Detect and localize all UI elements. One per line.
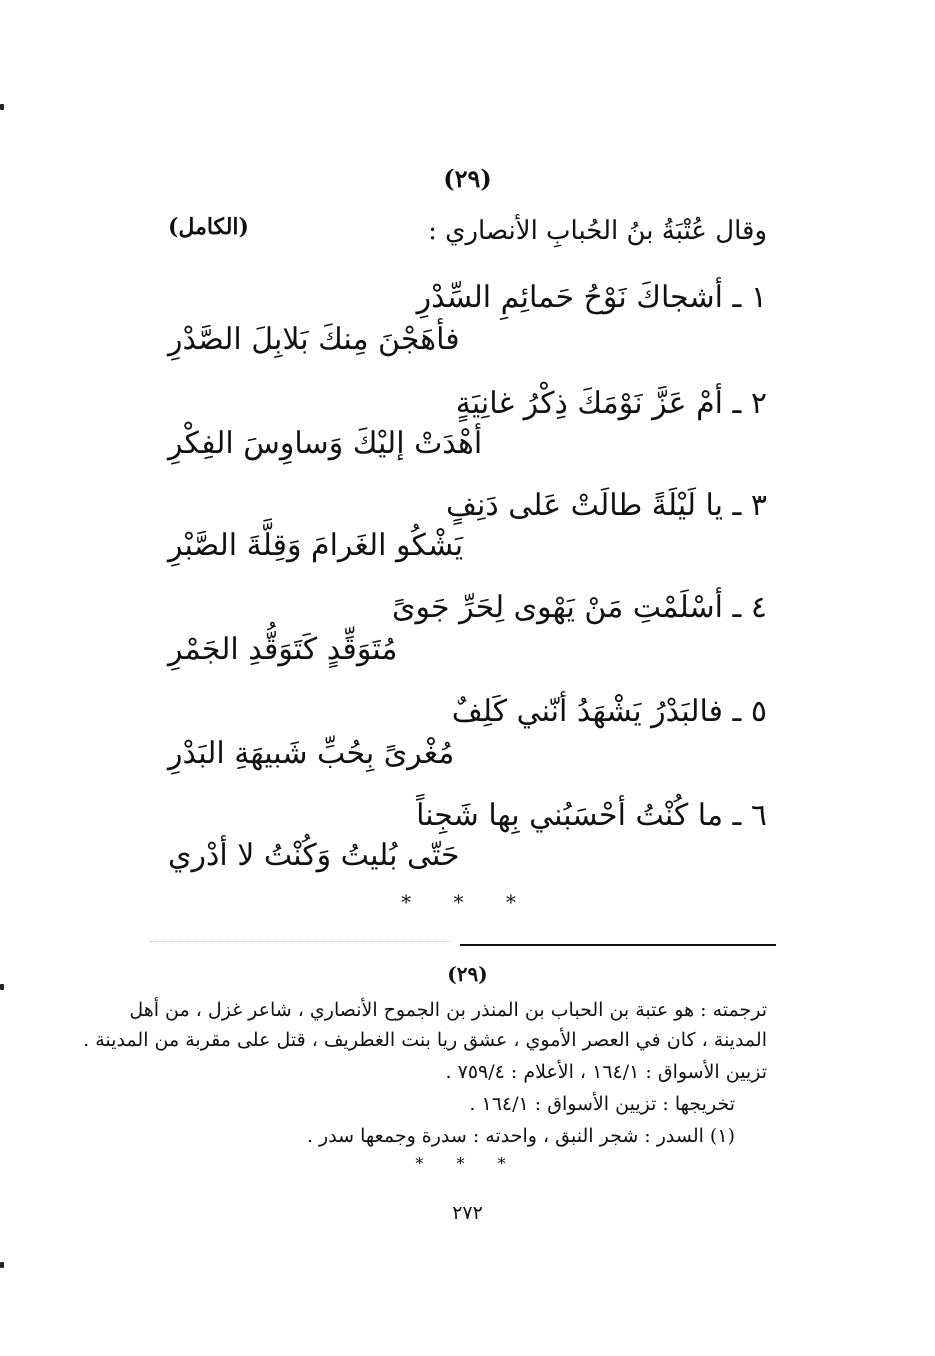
footnote-line: تخريجها : تزيين الأسواق : ١٦٤/١ . [469, 1093, 735, 1115]
verse-5-first-hemistich: ٥ ـ فالبَدْرُ يَشْهَدُ أنّني كَلِفٌ [451, 694, 767, 729]
page-number: ٢٧٢ [452, 1202, 483, 1224]
verse-1-first-hemistich: ١ ـ أشجاكَ نَوْحُ حَمائِمِ السِّدْرِ [416, 280, 767, 315]
section-separator: * * * [401, 890, 534, 914]
verse-3-second-hemistich: يَشْكُو الغَرامَ وَقِلَّةَ الصَّبْرِ [168, 528, 464, 563]
footnote-rule [460, 944, 776, 946]
verse-2-second-hemistich: أهْدَتْ إليْكَ وَساوِسَ الفِكْرِ [168, 426, 483, 461]
footnote-number: (٢٩) [447, 962, 488, 986]
footnote-line: (١) السدر : شجر النبق ، واحدته : سدرة وجمعها سدر . [306, 1125, 735, 1147]
poem-number: (٢٩) [443, 164, 492, 193]
verse-4-second-hemistich: مُتَوَقِّدٍ كَتَوَقُّدِ الجَمْرِ [168, 632, 398, 667]
verse-1-second-hemistich: فأهَجْنَ مِنكَ بَلابِلَ الصَّدْرِ [168, 322, 460, 357]
footnote-separator: * * * [415, 1154, 520, 1173]
footnote-line: ترجمته : هو عتبة بن الحباب بن المنذر بن الجموح الأنصاري ، شاعر غزل ، من أهل [129, 999, 767, 1021]
poem-intro: وقال عُتْبَةُ بنُ الحُبابِ الأنصاري : [428, 216, 767, 246]
footnote-line: المدينة ، كان في العصر الأموي ، عشق ريا بنت الغطريف ، قتل على مقربة من المدينة . [83, 1029, 767, 1051]
scan-edge-mark [0, 1262, 4, 1268]
poem-meter: (الكامل) [168, 214, 249, 240]
verse-6-first-hemistich: ٦ ـ ما كُنْتُ أحْسَبُني بِها شَجِناً [416, 798, 767, 833]
faint-dotted-line [150, 941, 450, 942]
verse-5-second-hemistich: مُغْرىً بِحُبِّ شَبيهَةِ البَدْرِ [168, 736, 455, 771]
verse-2-first-hemistich: ٢ ـ أمْ عَزَّ نَوْمَكَ ذِكْرُ غانِيَةٍ [455, 386, 767, 421]
verse-4-first-hemistich: ٤ ـ أسْلَمْتِ مَنْ يَهْوى لِحَرِّ جَوىً [392, 590, 767, 625]
footnote-line: تزيين الأسواق : ١٦٤/١ ، الأعلام : ٧٥٩/٤ . [445, 1061, 767, 1083]
verse-3-first-hemistich: ٣ ـ يا لَيْلَةً طالَتْ عَلى دَنِفٍ [445, 488, 767, 523]
verse-6-second-hemistich: حَتّى بُليتُ وَكُنْتُ لا أدْري [168, 838, 460, 873]
scan-edge-mark [0, 104, 4, 110]
